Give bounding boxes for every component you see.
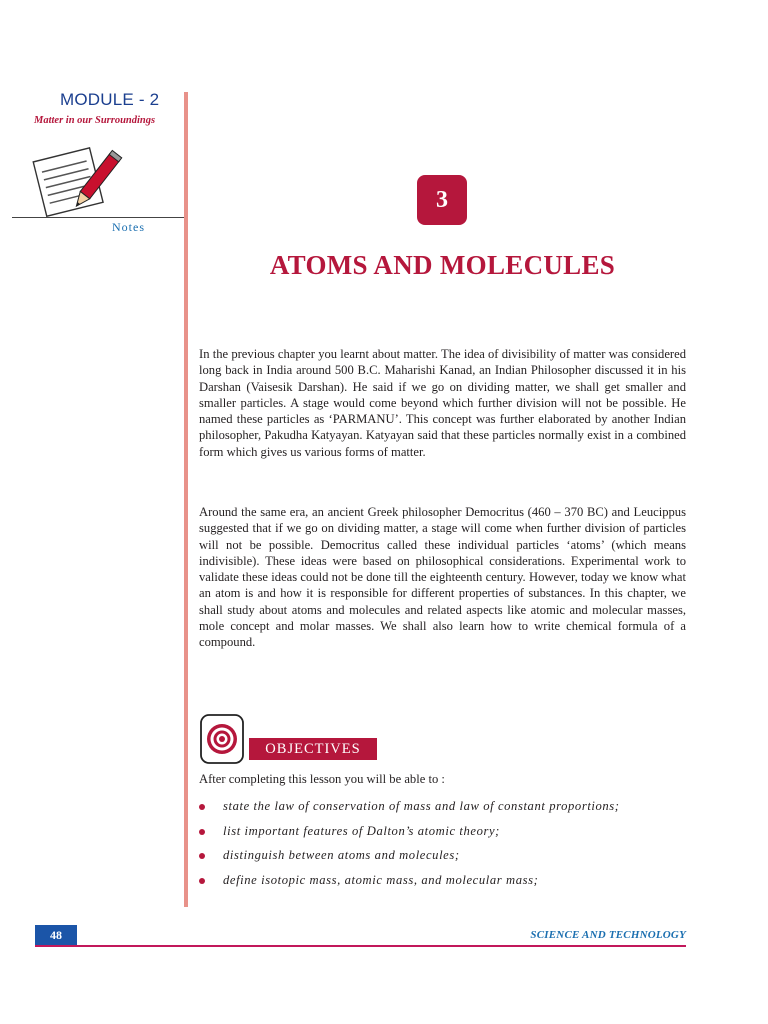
intro-paragraph-1: In the previous chapter you learnt about matter. The idea of divisibility of matter was considered long back in India around 500 B.C. Maharishi Kanad, an Indian Philosopher discussed it in his Darshan (Vaisesik Darshan). He said if we go on dividing matter, we shall get smaller and smaller particles. A stage would come beyond which further division will not be possible. He named these particles as ‘PARMANU’. This concept was further elaborated by another Indian philosopher, Pakudha Katyayan. Katyayan said that these particles normally exist in a combined form which gives us various forms of matter. (199, 347, 686, 459)
chapter-number-badge: 3 (417, 175, 467, 225)
margin-divider (184, 92, 188, 907)
bullet-icon (199, 853, 205, 859)
chapter-title: ATOMS AND MOLECULES (269, 250, 616, 280)
bullet-icon (199, 878, 205, 884)
objectives-label: OBJECTIVES (249, 738, 377, 760)
objective-item (199, 848, 620, 873)
footer-book-title: SCIENCE AND TECHNOLOGY (530, 929, 686, 941)
bullet-icon (199, 829, 205, 835)
objectives-intro: After completing this lesson you will be able to : (199, 772, 445, 786)
footer-rule (35, 945, 686, 947)
objective-item (199, 873, 620, 898)
objective-text: define isotopic mass, atomic mass, and molecular mass; (223, 872, 539, 887)
notes-label: Notes (112, 220, 145, 234)
bullet-icon (199, 804, 205, 810)
notes-divider (12, 217, 184, 218)
objective-item (199, 824, 620, 849)
notepad-pencil-icon (28, 145, 123, 220)
target-icon (200, 714, 244, 764)
objective-item (199, 799, 620, 824)
page-number: 48 (35, 925, 77, 945)
objectives-list (199, 799, 620, 897)
objective-text: distinguish between atoms and molecules; (223, 848, 460, 862)
module-subtitle: Matter in our Surroundings (34, 115, 156, 126)
objective-text: state the law of conservation of mass and law of constant proportions; (223, 799, 620, 813)
intro-paragraph-2: Around the same era, an ancient Greek philosopher Democritus (460 – 370 BC) and Leucippus suggested that if we go on dividing matter, a stage will come when further division of particles will not be possible. Democritus called these individual particles ‘atoms’ (which means indivisible). These ideas were based on philosophical considerations. Experimental work to validate these ideas could not be done till the eighteenth century. However, today we know what an atom is and how it is responsible for different properties of substances. In this chapter, we shall study about atoms and molecules and related aspects like atomic and molecular masses, mole concept and molar masses. We shall also learn how to write chemical formula of a compound. (199, 505, 686, 650)
module-title: MODULE - 2 (60, 90, 160, 109)
objective-text: list important features of Dalton’s atomic theory; (223, 823, 500, 838)
